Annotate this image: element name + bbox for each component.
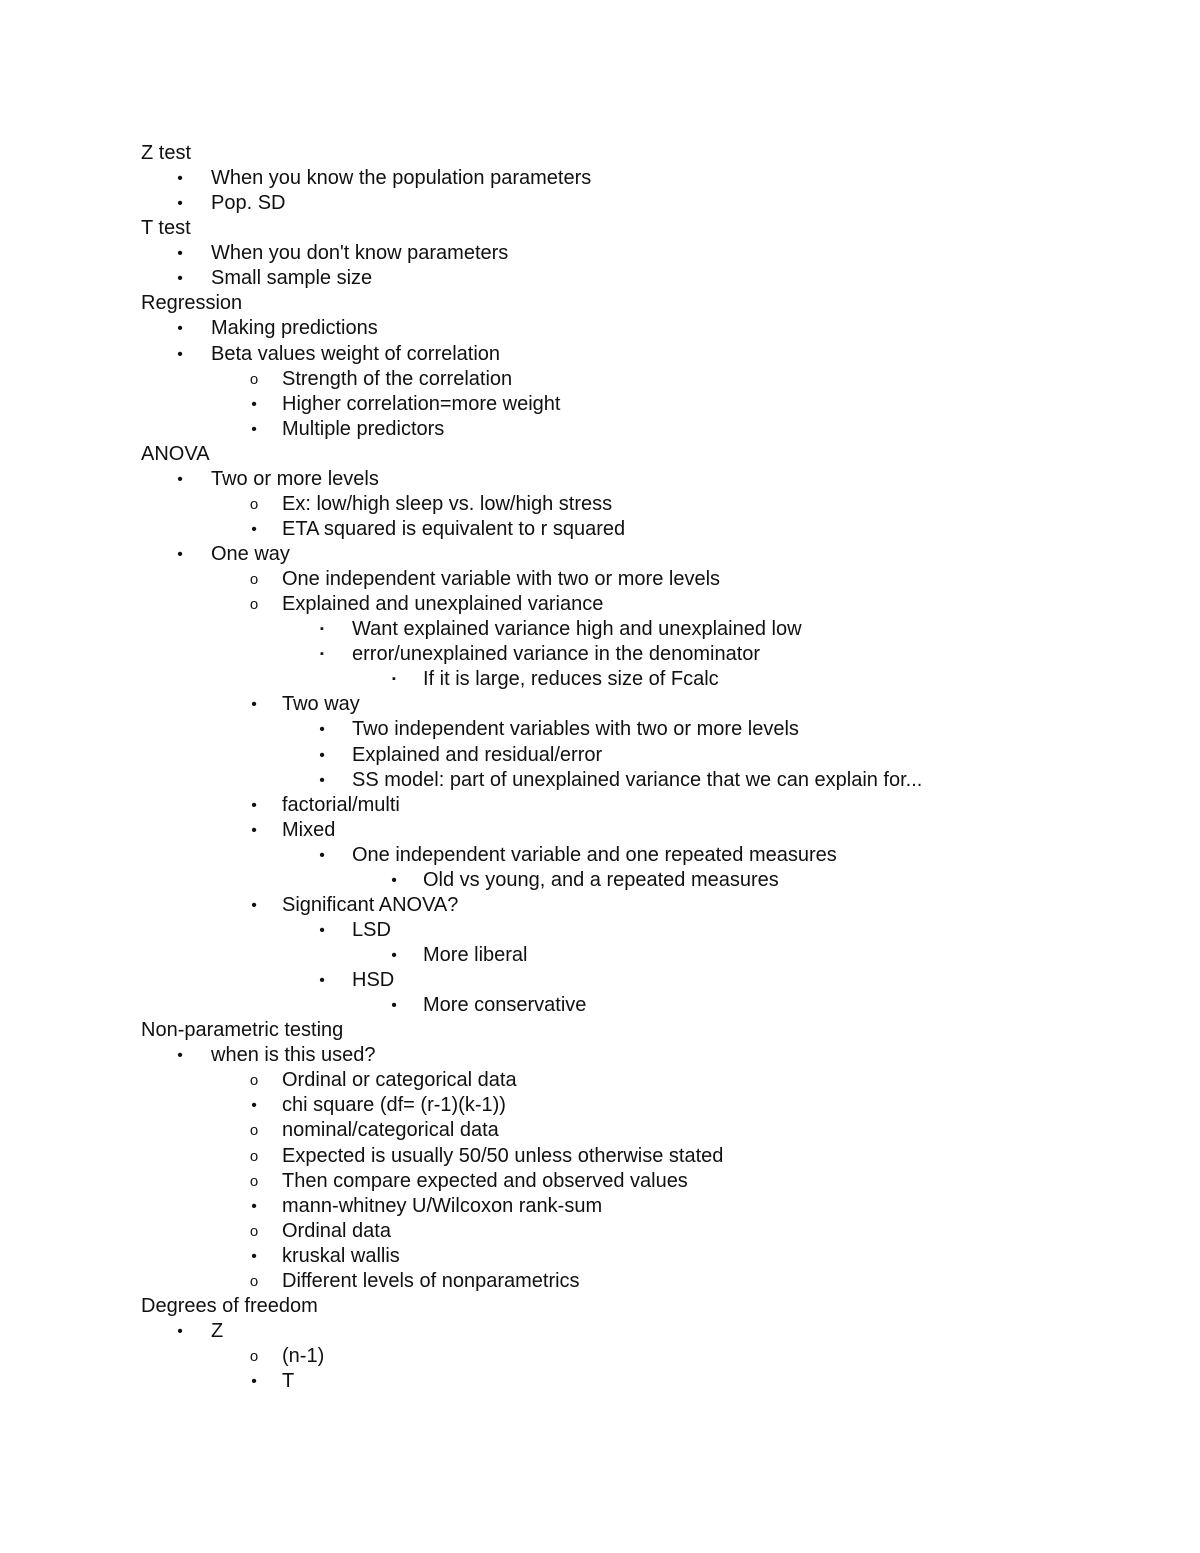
bullet-item bbox=[0, 392, 1200, 417]
bullet-dot-icon: • bbox=[177, 245, 183, 263]
item-text: Mixed bbox=[282, 818, 336, 841]
bullet-circle-icon: o bbox=[249, 1348, 259, 1365]
bullet-item bbox=[0, 667, 1200, 692]
bullet-item bbox=[0, 893, 1200, 918]
item-text: Two or more levels bbox=[211, 467, 379, 490]
bullet-dot-icon: • bbox=[391, 997, 397, 1015]
bullet-dot-icon: • bbox=[251, 1373, 257, 1391]
item-text: Explained and residual/error bbox=[352, 743, 603, 766]
bullet-dot-icon: • bbox=[319, 921, 325, 939]
bullet-item bbox=[0, 1369, 1200, 1394]
notes-outline bbox=[0, 141, 1200, 1394]
bullet-dot-icon: • bbox=[177, 1047, 183, 1065]
heading-text: Degrees of freedom bbox=[141, 1294, 318, 1317]
bullet-dot-icon: • bbox=[319, 972, 325, 990]
item-text: (n-1) bbox=[282, 1345, 325, 1367]
bullet-circle-icon: o bbox=[249, 370, 259, 388]
bullet-item bbox=[0, 818, 1200, 843]
bullet-square-icon: ▪ bbox=[320, 648, 324, 661]
section-heading bbox=[0, 442, 1200, 467]
item-text: Small sample size bbox=[211, 267, 373, 290]
bullet-item bbox=[0, 1194, 1200, 1219]
bullet-dot-icon: • bbox=[177, 345, 183, 363]
bullet-circle-icon: o bbox=[249, 1222, 259, 1240]
bullet-dot-icon: • bbox=[177, 470, 183, 488]
bullet-square-icon: ▪ bbox=[320, 623, 324, 636]
item-text: Making predictions bbox=[211, 317, 378, 340]
bullet-dot-icon: • bbox=[177, 270, 183, 288]
bullet-item bbox=[0, 417, 1200, 442]
bullet-circle-icon: o bbox=[249, 1172, 259, 1190]
bullet-item bbox=[0, 793, 1200, 818]
bullet-dot-icon: • bbox=[177, 170, 183, 188]
bullet-item bbox=[0, 717, 1200, 742]
bullet-item bbox=[0, 868, 1200, 893]
item-text: Ordinal or categorical data bbox=[282, 1069, 517, 1092]
bullet-dot-icon: • bbox=[177, 195, 183, 213]
section-heading bbox=[0, 291, 1200, 316]
bullet-item bbox=[0, 191, 1200, 216]
item-text: mann-whitney U/Wilcoxon rank-sum bbox=[282, 1194, 603, 1217]
item-text: Pop. SD bbox=[211, 192, 286, 215]
bullet-item bbox=[0, 617, 1200, 642]
bullet-item bbox=[0, 993, 1200, 1018]
bullet-circle-icon: o bbox=[249, 596, 259, 614]
bullet-dot-icon: • bbox=[177, 546, 183, 563]
bullet-item bbox=[0, 1043, 1200, 1068]
heading-text: ANOVA bbox=[141, 442, 210, 465]
item-text: error/unexplained variance in the denominator bbox=[352, 643, 761, 666]
bullet-item bbox=[0, 517, 1200, 542]
bullet-item bbox=[0, 542, 1200, 567]
item-text: One independent variable and one repeated measures bbox=[352, 843, 837, 866]
bullet-item bbox=[0, 1093, 1200, 1118]
bullet-circle-icon: o bbox=[249, 1122, 259, 1140]
bullet-item bbox=[0, 1219, 1200, 1244]
item-text: Explained and unexplained variance bbox=[282, 593, 604, 616]
bullet-item bbox=[0, 467, 1200, 492]
heading-text: T test bbox=[141, 217, 191, 240]
item-text: If it is large, reduces size of Fcalc bbox=[423, 668, 719, 691]
bullet-item bbox=[0, 241, 1200, 266]
section-heading bbox=[0, 1018, 1200, 1043]
bullet-dot-icon: • bbox=[319, 846, 325, 864]
bullet-item bbox=[0, 743, 1200, 768]
bullet-circle-icon: o bbox=[249, 1147, 259, 1165]
bullet-dot-icon: • bbox=[251, 821, 257, 839]
bullet-dot-icon: • bbox=[251, 395, 257, 413]
item-text: Then compare expected and observed values bbox=[282, 1169, 688, 1192]
item-text: More liberal bbox=[423, 944, 528, 966]
bullet-item bbox=[0, 692, 1200, 717]
bullet-item bbox=[0, 1344, 1200, 1369]
item-text: chi square (df= (r-1)(k-1)) bbox=[282, 1094, 506, 1117]
bullet-dot-icon: • bbox=[251, 796, 257, 814]
bullet-item bbox=[0, 342, 1200, 367]
bullet-dot-icon: • bbox=[251, 520, 257, 538]
item-text: Strength of the correlation bbox=[282, 367, 513, 390]
section-heading bbox=[0, 1294, 1200, 1319]
bullet-item bbox=[0, 1319, 1200, 1344]
bullet-dot-icon: • bbox=[391, 947, 397, 964]
heading-text: Z test bbox=[141, 142, 192, 164]
item-text: SS model: part of unexplained variance that we can explain for... bbox=[352, 768, 923, 791]
item-text: Ordinal data bbox=[282, 1219, 391, 1242]
item-text: Expected is usually 50/50 unless otherwise stated bbox=[282, 1144, 724, 1167]
bullet-dot-icon: • bbox=[251, 1097, 257, 1115]
bullet-item bbox=[0, 768, 1200, 793]
item-text: One way bbox=[211, 543, 290, 565]
item-text: nominal/categorical data bbox=[282, 1119, 499, 1142]
bullet-dot-icon: • bbox=[251, 1197, 257, 1215]
bullet-item bbox=[0, 1118, 1200, 1143]
bullet-item bbox=[0, 1244, 1200, 1269]
heading-text: Regression bbox=[141, 292, 243, 315]
item-text: Higher correlation=more weight bbox=[282, 392, 561, 415]
bullet-item bbox=[0, 642, 1200, 667]
item-text: kruskal wallis bbox=[282, 1244, 400, 1267]
item-text: Ex: low/high sleep vs. low/high stress bbox=[282, 492, 613, 515]
item-text: Z bbox=[211, 1319, 224, 1342]
item-text: More conservative bbox=[423, 994, 587, 1017]
heading-text: Non-parametric testing bbox=[141, 1019, 344, 1042]
item-text: Beta values weight of correlation bbox=[211, 342, 501, 365]
bullet-dot-icon: • bbox=[319, 721, 325, 739]
bullet-dot-icon: • bbox=[251, 1247, 257, 1265]
bullet-item bbox=[0, 567, 1200, 592]
bullet-item bbox=[0, 367, 1200, 392]
bullet-item bbox=[0, 266, 1200, 291]
bullet-circle-icon: o bbox=[249, 1272, 259, 1290]
item-text: ETA squared is equivalent to r squared bbox=[282, 517, 626, 540]
item-text: Want explained variance high and unexplained low bbox=[352, 618, 802, 641]
item-text: One independent variable with two or more levels bbox=[282, 568, 721, 591]
bullet-dot-icon: • bbox=[319, 746, 325, 764]
bullet-dot-icon: • bbox=[177, 320, 183, 338]
bullet-item bbox=[0, 592, 1200, 617]
bullet-dot-icon: • bbox=[319, 771, 325, 789]
item-text: Two independent variables with two or more levels bbox=[352, 718, 799, 741]
item-text: When you don't know parameters bbox=[211, 242, 509, 265]
section-heading bbox=[0, 141, 1200, 166]
item-text: Multiple predictors bbox=[282, 417, 445, 440]
bullet-dot-icon: • bbox=[251, 696, 257, 714]
item-text: when is this used? bbox=[211, 1044, 376, 1067]
item-text: T bbox=[282, 1370, 295, 1393]
bullet-dot-icon: • bbox=[251, 896, 257, 914]
item-text: Significant ANOVA? bbox=[282, 893, 459, 916]
bullet-item bbox=[0, 1068, 1200, 1093]
item-text: Two way bbox=[282, 693, 360, 716]
item-text: HSD bbox=[352, 969, 395, 992]
bullet-item bbox=[0, 1144, 1200, 1169]
item-text: LSD bbox=[352, 918, 391, 941]
bullet-item bbox=[0, 1169, 1200, 1194]
item-text: Different levels of nonparametrics bbox=[282, 1269, 580, 1292]
bullet-circle-icon: o bbox=[249, 495, 259, 513]
bullet-square-icon: ▪ bbox=[392, 673, 396, 686]
item-text: Old vs young, and a repeated measures bbox=[423, 868, 779, 891]
bullet-item bbox=[0, 1269, 1200, 1294]
bullet-dot-icon: • bbox=[391, 871, 397, 889]
bullet-item bbox=[0, 316, 1200, 341]
section-heading bbox=[0, 216, 1200, 241]
bullet-item bbox=[0, 843, 1200, 868]
item-text: factorial/multi bbox=[282, 793, 400, 816]
bullet-item bbox=[0, 918, 1200, 943]
bullet-dot-icon: • bbox=[177, 1322, 183, 1340]
bullet-item bbox=[0, 166, 1200, 191]
bullet-dot-icon: • bbox=[251, 420, 257, 438]
bullet-item bbox=[0, 968, 1200, 993]
bullet-circle-icon: o bbox=[249, 571, 259, 589]
bullet-item bbox=[0, 492, 1200, 517]
bullet-circle-icon: o bbox=[249, 1072, 259, 1090]
bullet-item bbox=[0, 943, 1200, 968]
item-text: When you know the population parameters bbox=[211, 167, 592, 190]
